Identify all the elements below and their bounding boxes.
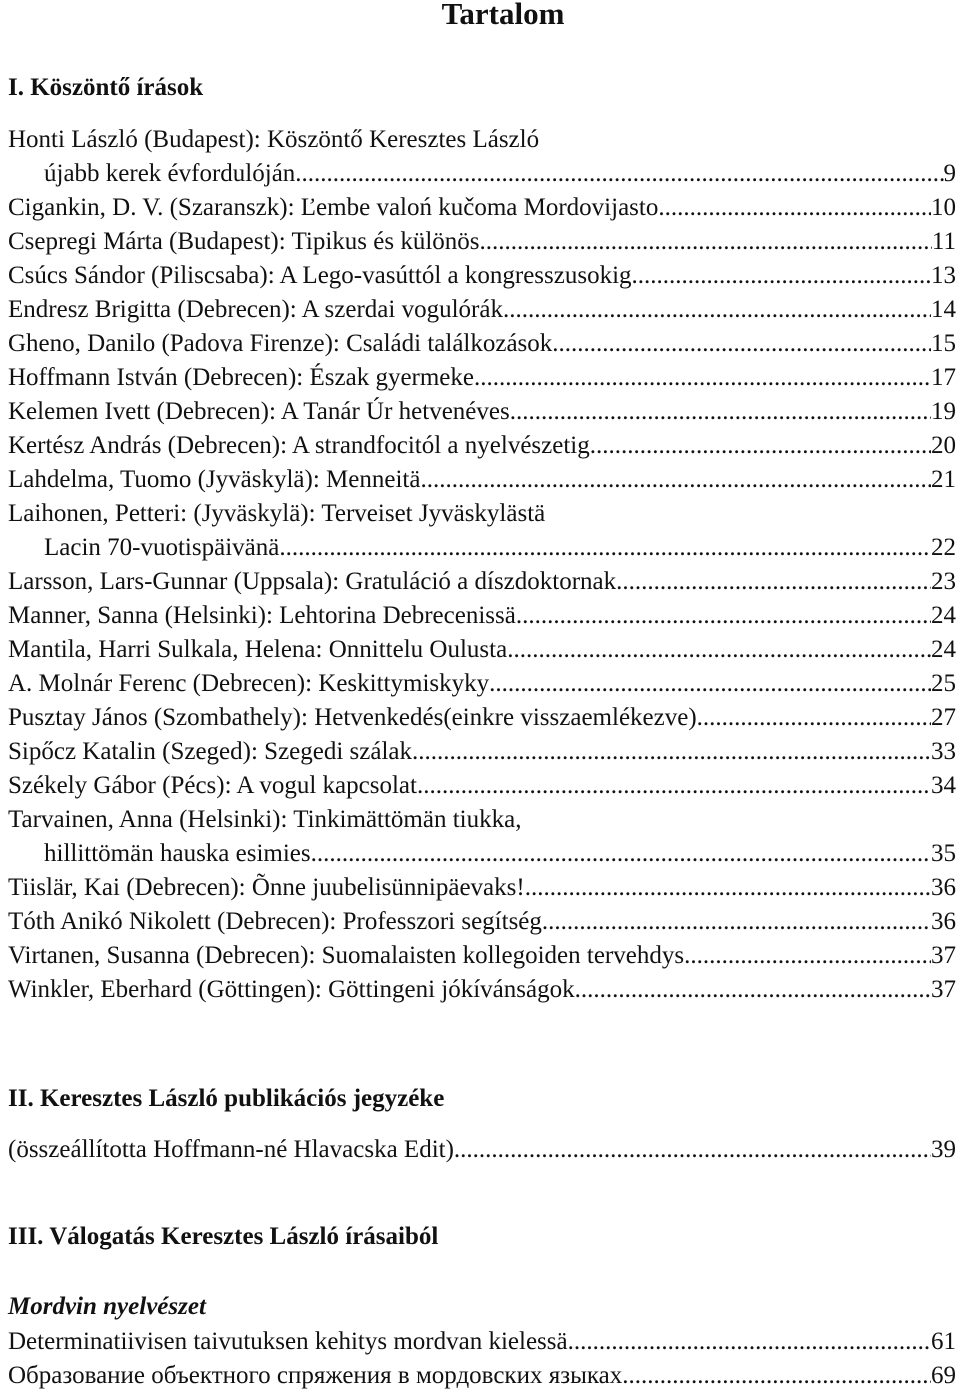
- toc-entry-title: Lahdelma, Tuomo (Jyväskylä): Menneitä: [8, 466, 421, 493]
- toc-entry-title: Образование объектного спряжения в мордовских языках: [8, 1362, 623, 1389]
- dot-leader: [311, 837, 931, 871]
- toc-entry[interactable]: [8, 701, 956, 735]
- dot-leader: [480, 225, 932, 259]
- toc-entry-title: Endresz Brigitta (Debrecen): A szerdai vogulórák: [8, 296, 503, 323]
- toc-entry-title: Manner, Sanna (Helsinki): Lehtorina Debrecenissä: [8, 602, 516, 629]
- toc-entry-title: Csepregi Márta (Budapest): Tipikus és különös: [8, 228, 480, 255]
- toc-entry-page: 9: [943, 160, 956, 187]
- toc-entry-page: 11: [931, 228, 956, 255]
- toc-entry[interactable]: [8, 735, 956, 769]
- toc-section-1: [8, 123, 956, 1007]
- toc-entry-title: Lacin 70-vuotispäivänä: [44, 534, 280, 561]
- toc-entry-title: Mantila, Harri Sulkala, Helena: Onnittelu Oulusta: [8, 636, 508, 663]
- dot-leader: [417, 769, 931, 803]
- toc-entry[interactable]: [8, 939, 956, 973]
- toc-entry-page: 23: [931, 568, 956, 595]
- toc-entry-title: Hoffmann István (Debrecen): Észak gyermeke: [8, 364, 475, 391]
- toc-entry-title: Gheno, Danilo (Padova Firenze): Családi találkozások: [8, 330, 553, 357]
- toc-entry-title: Pusztay János (Szombathely): Hetvenkedés(einkre visszaemlékezve): [8, 704, 697, 731]
- toc-entry[interactable]: [8, 463, 956, 497]
- toc-entry-title: Determinatiivisen taivutuksen kehitys mordvan kielessä: [8, 1328, 568, 1355]
- dot-leader: [684, 939, 931, 973]
- toc-entry[interactable]: [8, 599, 956, 633]
- toc-entry[interactable]: [8, 871, 956, 905]
- toc-entry-page: 69: [931, 1362, 956, 1389]
- dot-leader: [516, 599, 931, 633]
- toc-entry-title: A. Molnár Ferenc (Debrecen): Keskittymiskyky: [8, 670, 490, 697]
- dot-leader: [616, 565, 931, 599]
- toc-entry-page: 17: [931, 364, 956, 391]
- toc-entry-page: 37: [931, 976, 956, 1003]
- toc-entry[interactable]: [8, 429, 956, 463]
- toc-entry-line: Laihonen, Petteri: (Jyväskylä): Terveiset Jyväskylästä: [8, 500, 546, 527]
- page-title: Tartalom: [441, 0, 565, 31]
- toc-entry[interactable]: [8, 395, 956, 429]
- toc-entry[interactable]: [8, 225, 956, 259]
- toc-entry-page: 61: [931, 1328, 956, 1355]
- toc-entry-page: 39: [931, 1136, 956, 1163]
- toc-entry[interactable]: [8, 565, 956, 599]
- dot-leader: [575, 973, 931, 1007]
- toc-entry-page: 15: [931, 330, 956, 357]
- dot-leader: [454, 1133, 931, 1167]
- dot-leader: [542, 905, 931, 939]
- toc-entry[interactable]: [8, 191, 956, 225]
- toc-entry[interactable]: [8, 293, 956, 327]
- dot-leader: [420, 463, 931, 497]
- toc-entry[interactable]: [8, 259, 956, 293]
- section-heading-3: III. Válogatás Keresztes László írásaiból: [8, 1223, 439, 1250]
- toc-entry-title: (összeállította Hoffmann-né Hlavacska Edit): [8, 1136, 454, 1163]
- toc-entry[interactable]: [8, 1359, 956, 1393]
- toc-entry-page: 13: [931, 262, 956, 289]
- dot-leader: [279, 531, 931, 565]
- toc-entry[interactable]: [8, 1325, 956, 1359]
- dot-leader: [622, 1359, 931, 1393]
- dot-leader: [697, 701, 931, 735]
- toc-entry-page: 20: [931, 432, 956, 459]
- subsection-heading: Mordvin nyelvészet: [8, 1293, 206, 1320]
- toc-entry-page: 19: [931, 398, 956, 425]
- toc-entry-title: Kelemen Ivett (Debrecen): A Tanár Úr hetvenéves: [8, 398, 510, 425]
- toc-entry[interactable]: [8, 905, 956, 939]
- toc-entry-title: Tiislär, Kai (Debrecen): Õnne juubelisünnipäevaks!: [8, 874, 525, 901]
- toc-entry-title: Cigankin, D. V. (Szaranszk): Ľembe valoń kučoma Mordovijasto: [8, 194, 659, 221]
- toc-entry-line: Honti László (Budapest): Köszöntő Keresztes László: [8, 126, 540, 153]
- toc-entry-line: Tarvainen, Anna (Helsinki): Tinkimättömän tiukka,: [8, 806, 522, 833]
- toc-entry-page: 10: [931, 194, 956, 221]
- dot-leader: [632, 259, 931, 293]
- toc-entry-title: Tóth Anikó Nikolett (Debrecen): Professzori segítség: [8, 908, 542, 935]
- toc-entry-title: Székely Gábor (Pécs): A vogul kapcsolat: [8, 772, 417, 799]
- dot-leader: [525, 871, 931, 905]
- toc-section-3: [8, 1325, 956, 1393]
- toc-entry-title: Csúcs Sándor (Piliscsaba): A Lego-vasúttól a kongresszusokig: [8, 262, 632, 289]
- toc-entry-page: 27: [931, 704, 956, 731]
- toc-entry[interactable]: [8, 667, 956, 701]
- dot-leader: [503, 293, 931, 327]
- toc-entry[interactable]: [8, 327, 956, 361]
- toc-entry-page: 21: [931, 466, 956, 493]
- toc-entry-page: 14: [931, 296, 956, 323]
- dot-leader: [474, 361, 931, 395]
- toc-entry-title: Kertész András (Debrecen): A strandfocitól a nyelvészetig: [8, 432, 590, 459]
- toc-entry-page: 33: [931, 738, 956, 765]
- toc-entry[interactable]: [8, 361, 956, 395]
- toc-entry[interactable]: [8, 1133, 956, 1167]
- dot-leader: [590, 429, 931, 463]
- toc-entry-page: 24: [931, 636, 956, 663]
- toc-entry-title: Sipőcz Katalin (Szeged): Szegedi szálak: [8, 738, 413, 765]
- toc-entry[interactable]: [8, 973, 956, 1007]
- toc-entry[interactable]: [8, 837, 956, 871]
- toc-entry[interactable]: [8, 157, 956, 191]
- dot-leader: [568, 1325, 931, 1359]
- toc-entry[interactable]: [8, 531, 956, 565]
- toc-entry-title: újabb kerek évfordulóján: [44, 160, 296, 187]
- section-heading-1: I. Köszöntő írások: [8, 74, 204, 101]
- dot-leader: [552, 327, 931, 361]
- dot-leader: [412, 735, 931, 769]
- toc-entry-title: Winkler, Eberhard (Göttingen): Göttingeni jókívánságok: [8, 976, 575, 1003]
- toc-entry[interactable]: [8, 633, 956, 667]
- toc-entry-page: 24: [931, 602, 956, 629]
- toc-entry[interactable]: [8, 769, 956, 803]
- toc-entry-title: Virtanen, Susanna (Debrecen): Suomalaisten kollegoiden tervehdys: [8, 942, 685, 969]
- dot-leader: [510, 395, 931, 429]
- toc-entry-title: Larsson, Lars-Gunnar (Uppsala): Gratuláció a díszdoktornak: [8, 568, 617, 595]
- toc-entry-page: 22: [931, 534, 956, 561]
- section-heading-2: II. Keresztes László publikációs jegyzéke: [8, 1085, 445, 1112]
- dot-leader: [507, 633, 931, 667]
- dot-leader: [658, 191, 931, 225]
- toc-entry-page: 36: [931, 908, 956, 935]
- toc-entry-page: 25: [931, 670, 956, 697]
- toc-entry-page: 36: [931, 874, 956, 901]
- toc-entry-page: 34: [931, 772, 956, 799]
- dot-leader: [489, 667, 931, 701]
- dot-leader: [295, 157, 943, 191]
- toc-entry-title: hillittömän hauska esimies: [44, 840, 311, 867]
- toc-entry-page: 37: [931, 942, 956, 969]
- toc-section-2: [8, 1133, 956, 1167]
- toc-entry-page: 35: [931, 840, 956, 867]
